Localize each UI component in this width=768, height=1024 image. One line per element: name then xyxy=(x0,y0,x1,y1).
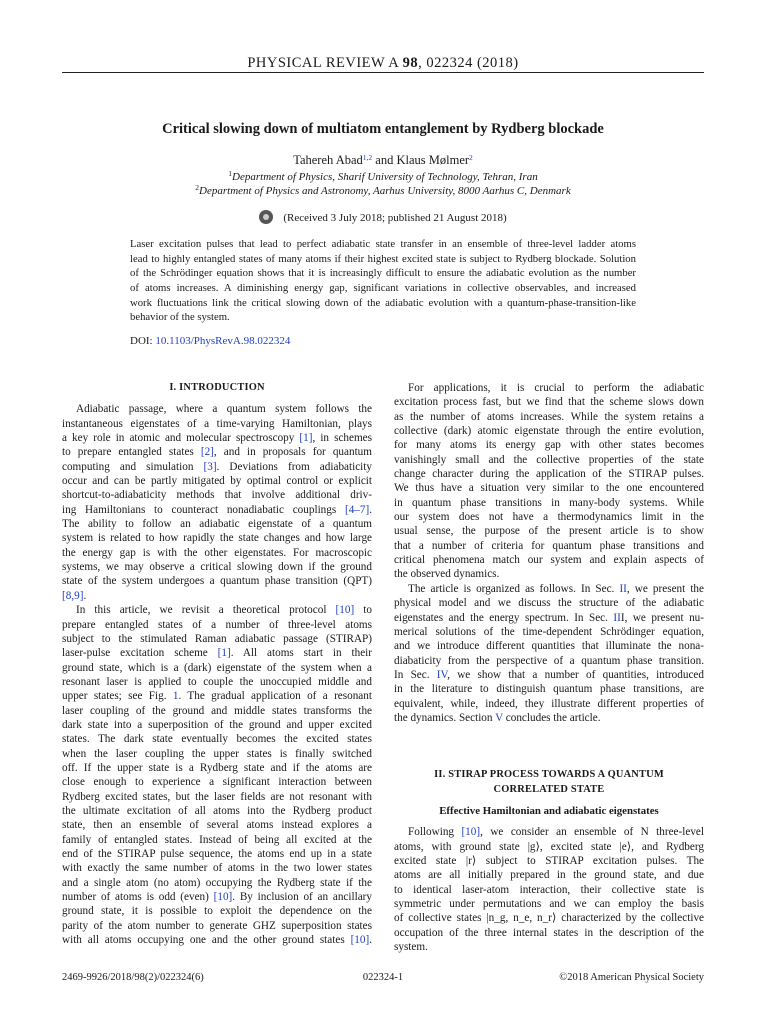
citation-link[interactable]: [1] xyxy=(299,432,313,445)
author-1[interactable]: Tahereh Abad xyxy=(293,153,363,167)
text-line: the observed dynamics. xyxy=(394,568,500,581)
citation-link[interactable]: [3] xyxy=(203,460,217,473)
text-line: our system does not have a thermodynamics limit in the xyxy=(394,511,704,524)
author-1-affil[interactable]: 1,2 xyxy=(362,153,373,162)
text-line: Adiabatic passage, where a quantum system follows the xyxy=(76,403,372,416)
text-line: ing Hamiltonians to counteract nonadiabatic couplings [4–7]. xyxy=(62,503,372,516)
text-line: parity of the atom number to generate GHZ superposition states xyxy=(62,919,372,932)
text-line: in the literature to distinguish quantum phase transitions, are xyxy=(394,683,704,696)
footer-issn: 2469-9926/2018/98(2)/022324(6) xyxy=(62,972,204,983)
text-line: excitation process fast, but we find that the scheme slows down xyxy=(394,396,704,409)
text-line: Rydberg excited states, but the laser fields are not resonant with xyxy=(62,790,372,803)
section-heading-intro: I. INTRODUCTION xyxy=(169,382,265,393)
text-line: subject to the stimulated Raman adiabatic passage (STIRAP) xyxy=(62,632,372,645)
doi-line xyxy=(130,335,290,347)
author-list xyxy=(62,153,704,168)
abstract-line: lead to highly entangled states of many atoms if their highest excited state is subject to Rydberg blockade. Solution xyxy=(130,252,636,265)
text-line: excited state |r⟩ subject to STIRAP excitation pulses. The xyxy=(394,854,704,867)
citation-link[interactable]: 1 xyxy=(172,690,179,703)
text-line: a key role in atomic and molecular spectroscopy [1], in schemes xyxy=(62,432,372,445)
citation-link[interactable]: [10] xyxy=(335,604,355,617)
affiliation-1: $^1$Department of Physics, Sharif University of Technology, Tehran, Iran xyxy=(228,169,538,183)
crossmark-icon[interactable] xyxy=(259,210,273,224)
text-line: end of the STIRAP pulse sequence, the atoms end up in a state xyxy=(62,848,372,860)
text-line: family of entangled states. Instead of being all excited at the xyxy=(62,833,372,846)
text-line: for many atoms its energy gap with other states becomes xyxy=(394,439,704,452)
text-line: occur and can be partly mitigated by optimal control or explicit xyxy=(62,475,372,488)
text-line: as the number of atoms increases. While the system retains a xyxy=(394,410,704,423)
text-line: ground state, which is a (dark) eigenstate of the system when a xyxy=(62,661,372,674)
received-text: (Received 3 July 2018; published 21 August 2018) xyxy=(283,212,507,224)
text-line: The article is organized as follows. In Sec. II, we present the xyxy=(408,582,704,595)
text-line: state, then an ensemble of several atoms instead explores a xyxy=(62,819,372,832)
text-line: the dynamics. Section V concludes the article. xyxy=(394,711,601,724)
doi-link[interactable]: 10.1103/PhysRevA.98.022324 xyxy=(155,335,291,347)
citation-link[interactable]: V xyxy=(495,711,503,724)
text-line: the ultimate excitation of all atoms into the Rydberg product xyxy=(62,804,372,817)
text-line: close enough to experience a significant interaction between xyxy=(62,776,372,789)
doi-label: DOI: xyxy=(130,335,156,347)
text-line: the energy gap is with the other eigenstates. For macroscopic xyxy=(62,546,372,559)
text-line: In this article, we revisit a theoretical protocol [10] to xyxy=(76,604,372,617)
running-head xyxy=(62,55,704,72)
author-2-affil[interactable]: 2 xyxy=(469,153,473,162)
citation-link[interactable]: [10] xyxy=(461,826,481,839)
text-line: computing and simulation [3]. Deviations from adiabaticity xyxy=(62,460,372,473)
text-line: to prepare entangled states [2], and in proposals for quantum xyxy=(62,446,372,459)
text-line: dark state into a superposition of the ground and upper excited xyxy=(62,718,372,731)
affiliation-2: $^2$Department of Physics and Astronomy, Aarhus University, 8000 Aarhus C, Denmark xyxy=(195,183,571,197)
citation-link[interactable]: [10] xyxy=(213,891,233,904)
text-line: to identical laser-atom interaction, their collective state is xyxy=(394,883,704,896)
abstract xyxy=(130,237,636,325)
journal-volume: 98 xyxy=(402,55,419,71)
author-and[interactable]: and Klaus Mølmer xyxy=(372,153,470,167)
text-line: laser coupling of the ground and middle states transforms the xyxy=(62,704,372,717)
text-line: system. xyxy=(394,941,428,954)
text-line: atoms are all initially prepared in the ground state, and due xyxy=(394,869,704,882)
text-line: that a number of criteria for quantum phase transitions and xyxy=(394,539,704,552)
text-line: The ability to follow an adiabatic eigenstate of a quantum xyxy=(62,518,372,531)
text-line: of collective states |n_g, n_e, n_r⟩ characterized by the collective xyxy=(394,912,704,925)
text-line: equivalent, while, indeed, they illustrate different properties of xyxy=(394,697,704,710)
text-line: ground state, it is possible to exploit the dependence on the xyxy=(62,905,372,918)
text-line: and a single atom (no atom) occupying the Rydberg state if the xyxy=(62,876,372,889)
citation-link[interactable]: II xyxy=(613,611,621,624)
text-line: in quantum phase transitions in many-body systems. While xyxy=(394,496,704,509)
text-line: upper states; see Fig. 1. The gradual application of a resonant xyxy=(62,690,372,703)
text-line: In Sec. IV, we show that a number of quantities, introduced xyxy=(394,668,704,681)
text-line: We thus have a situation very similar to the one encountered xyxy=(394,482,704,495)
text-line: eigenstates and the energy spectrum. In Sec. III, we present nu- xyxy=(394,611,704,624)
text-line: with all atoms occupying one and the other ground states [10]. xyxy=(62,934,372,947)
text-line: diabaticity from the perspective of a quantum phase transition. xyxy=(394,654,704,667)
section-heading-stirap: II. STIRAP PROCESS TOWARDS A QUANTUM xyxy=(434,769,664,781)
text-line: collective (dark) atomic eigenstate through the entire evolution, xyxy=(394,425,704,438)
text-line: atoms, with ground state |g⟩, excited state |e⟩, and Rydberg xyxy=(394,840,704,853)
text-line: number of atoms is odd (even) [10]. By inclusion of an ancillary xyxy=(62,891,373,904)
abstract-line: work fluctuations link the critical slowing down of the adiabatic evolution with a quantum-phase-transition-like xyxy=(130,296,636,309)
left-column xyxy=(62,381,372,947)
text-line: instantaneous eigenstates of a time-varying Hamiltonian, plays xyxy=(62,417,372,430)
citation-link[interactable]: [1] xyxy=(217,647,231,660)
abstract-line: of atoms increases. A diminishing energy gap, significant variations in collective observables, and increased xyxy=(130,282,636,295)
citation-link[interactable]: IV xyxy=(436,668,448,681)
text-line: systems, we may observe a critical slowing down if the ground xyxy=(62,561,372,574)
text-line: and we introduce different quantities that illuminate the nona- xyxy=(394,640,704,653)
text-line: For applications, it is crucial to perform the adiabatic xyxy=(408,382,704,394)
text-line: off. If the upper state is a Rydberg state and if the atoms are xyxy=(62,761,372,774)
text-line: physical model and we discuss the structure of the adiabatic xyxy=(394,597,704,610)
text-line: when the laser coupling the upper states is finally switched xyxy=(62,747,372,760)
text-line: occupation of the three internal states in the description of the xyxy=(394,926,704,939)
footer-copyright: ©2018 American Physical Society xyxy=(559,972,704,983)
text-line: usual sense, the purpose of the present article is to show xyxy=(394,525,704,538)
footer-page-number: 022324-1 xyxy=(362,972,404,983)
citation-link[interactable]: II xyxy=(619,582,627,595)
received-line xyxy=(62,210,704,224)
text-line: system is related to how rapidly the state changes and how large xyxy=(62,532,372,545)
text-line: [8,9]. xyxy=(62,589,87,602)
text-line: symmetric under permutations and we can employ the basis xyxy=(394,898,704,910)
text-line: critical phenomena match our system and explain aspects of xyxy=(394,554,704,567)
section-heading-stirap-cont: CORRELATED STATE xyxy=(493,783,605,795)
text-line: merical solutions of the time-dependent Schrödinger equation, xyxy=(394,625,704,638)
text-line: state of the system undergoes a quantum phase transition (QPT) xyxy=(62,575,372,588)
citation-link[interactable]: [8,9] xyxy=(62,589,84,602)
text-line: with exactly the same number of atoms in the two lower states xyxy=(62,862,372,875)
text-line: resonant laser is applied to couple the unoccupied middle and xyxy=(62,675,372,688)
abstract-line: of the Schrödinger equation shows that it is increasingly difficult to ensure the adiabatic evolution as the number xyxy=(130,267,636,280)
text-line: states. The dark state eventually becomes the excited states xyxy=(62,733,372,746)
paper-title: Critical slowing down of multiatom entanglement by Rydberg blockade xyxy=(162,121,604,137)
journal-article: , 022324 (2018) xyxy=(418,55,519,71)
text-line: shortcut-to-adiabaticity methods that involve additional driv- xyxy=(62,489,372,502)
citation-link[interactable]: [4–7] xyxy=(344,503,370,516)
text-line: vanishingly small and the collective properties of the state xyxy=(394,453,704,466)
abstract-line: behavior of the system. xyxy=(130,311,230,324)
citation-link[interactable]: [10] xyxy=(350,934,370,947)
text-line: change character during the application of the STIRAP pulses. xyxy=(394,468,704,481)
subsection-heading: Effective Hamiltonian and adiabatic eigenstates xyxy=(439,804,659,817)
journal-name: PHYSICAL REVIEW A xyxy=(247,55,399,71)
right-column xyxy=(394,381,704,954)
citation-link[interactable]: [2] xyxy=(200,446,214,459)
text-line: laser-pulse excitation scheme [1]. All atoms start in their xyxy=(62,647,372,660)
header-rule xyxy=(62,72,704,73)
text-line: Following [10], we consider an ensemble of N three-level xyxy=(408,826,704,839)
text-line: prepare entangled states of a number of three-level atoms xyxy=(62,618,372,631)
abstract-line: Laser excitation pulses that lead to perfect adiabatic state transfer in an ensemble of three-level ladder atoms xyxy=(130,238,636,250)
